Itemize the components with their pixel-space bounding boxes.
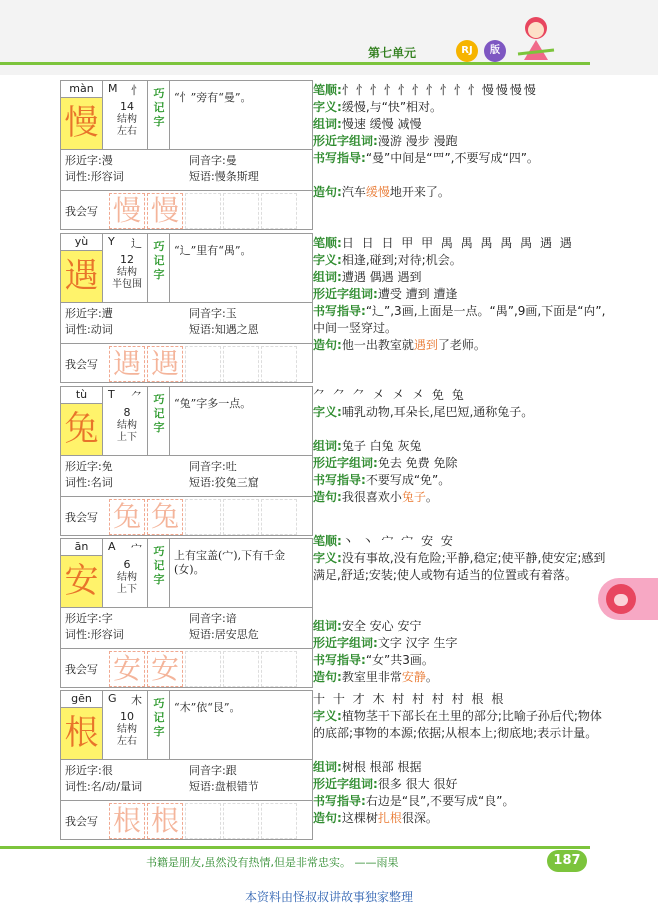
words: 慢速 缓慢 减慢: [341, 117, 422, 131]
stroke-order-label: 笔顺:: [313, 534, 342, 548]
bottom-rule: [0, 846, 590, 849]
similar-char: 形近字:很: [65, 764, 113, 777]
char-properties: [61, 608, 312, 649]
blank-box[interactable]: [185, 651, 221, 687]
similar-char: 形近字:免: [65, 460, 113, 473]
radical: 忄: [131, 84, 142, 97]
writing-practice: [61, 191, 312, 229]
divider: [169, 539, 170, 607]
write-label: 我会写: [65, 663, 98, 676]
sentence-highlight: 缓慢: [365, 185, 390, 199]
char-card-0: [60, 80, 313, 230]
sentence-highlight: 扎根: [377, 811, 402, 825]
sentence-line: [313, 669, 613, 686]
phrase: 短语:狡兔三窟: [189, 476, 259, 489]
meaning: 相逢,碰到;对待;机会。: [341, 253, 462, 267]
credit-line: 本资料由怪叔叔讲故事独家整理: [244, 890, 413, 904]
structure-label: 结构: [117, 724, 137, 735]
stroke-order-line: [313, 691, 613, 708]
sentence-label: 造句:: [313, 811, 342, 825]
mnemonic-label: 巧记字: [153, 393, 165, 434]
divider: [169, 387, 170, 455]
structure: [107, 114, 147, 138]
structure-label: 结构: [117, 420, 137, 431]
edition-badge-ban: 版: [484, 40, 506, 62]
part-of-speech: 词性:形容词: [65, 170, 124, 183]
writing-practice: [61, 344, 312, 382]
similar-words-line: [313, 286, 613, 303]
sentence-label: 造句:: [313, 338, 342, 352]
mnemonic-label: 巧记字: [153, 240, 165, 281]
structure-label: 结构: [117, 114, 137, 125]
trace-box[interactable]: 安: [147, 651, 183, 687]
divider: [147, 539, 148, 607]
pinyin: tù: [61, 387, 103, 404]
stroke-order: 十 十 才 木 村 村 村 村 根 根: [313, 692, 506, 706]
divider: [169, 234, 170, 302]
meaning: 植物茎干下部长在土里的部分;比喻子孙后代;物体的底部;事物的本源;依据;从根本上;彻底地;表示计量。: [313, 709, 602, 740]
words-label: 组词:: [313, 619, 342, 633]
structure-type: 左右: [117, 736, 137, 747]
words-line: [313, 269, 613, 286]
structure-type: 上下: [117, 432, 137, 443]
write-label: 我会写: [65, 511, 98, 524]
words-line: [313, 618, 613, 635]
sentence-pre: 教室里非常: [341, 670, 402, 684]
stroke-count: 8: [123, 406, 131, 419]
guide-line: [313, 150, 613, 167]
big-character: 兔: [61, 404, 103, 455]
char-properties: [61, 150, 312, 191]
unit-title: 第七单元: [368, 46, 417, 60]
meaning: 没有事故,没有危险;平静,稳定;使平静,使安定;感到满足,舒适;安装;使人或物有适当的位置或有着落。: [313, 551, 606, 582]
part-of-speech: 词性:名/动/量词: [65, 780, 143, 793]
structure-type: 上下: [117, 584, 137, 595]
sentence-line: [313, 337, 613, 354]
trace-box[interactable]: 兔: [109, 499, 145, 535]
pinyin: gēn: [61, 691, 103, 708]
mnemonic-label: 巧记字: [153, 545, 165, 586]
part-of-speech: 词性:动词: [65, 323, 113, 336]
meaning-label: 字义:: [313, 405, 342, 419]
structure: [107, 724, 147, 748]
sentence-pre: 汽车: [341, 185, 366, 199]
sentence-label: 造句:: [313, 670, 342, 684]
radical: 木: [131, 694, 142, 707]
similar-words-line: [313, 455, 613, 472]
structure: [107, 267, 147, 291]
stroke-order: 忄忄忄忄忄忄忄忄忄忄慢慢慢慢: [341, 83, 538, 97]
meaning: 缓慢,与“快”相对。: [341, 100, 443, 114]
words: 遭遇 偶遇 遇到: [341, 270, 422, 284]
trace-box[interactable]: 慢: [109, 193, 145, 229]
stroke-count: 10: [120, 710, 134, 723]
similar-words-line: [313, 635, 613, 652]
radical: ⺈: [131, 390, 142, 403]
stroke-order-line: [313, 533, 613, 550]
mnemonic-label: 巧记字: [153, 697, 165, 738]
similar-words: 文字 汉字 生字: [377, 636, 458, 650]
sentence-post: 。: [425, 670, 438, 684]
stroke-order-label: 笔顺:: [313, 236, 342, 250]
char-card-2: [60, 386, 313, 536]
sentence-line: [313, 810, 613, 827]
homophone-char: 同音字:谙: [189, 612, 237, 625]
stroke-order-label: 笔顺:: [313, 83, 342, 97]
similar-words: 免去 免费 免除: [377, 456, 458, 470]
sentence-highlight: 安静: [401, 670, 426, 684]
phrase: 短语:知遇之恩: [189, 323, 259, 336]
mascot-face-icon: [606, 584, 636, 614]
guide-label: 书写指导:: [313, 151, 366, 165]
sentence-pre: 这棵树: [341, 811, 378, 825]
meaning-line: [313, 404, 613, 421]
pinyin: ān: [61, 539, 103, 556]
trace-box[interactable]: 遇: [109, 346, 145, 382]
words-line: [313, 116, 613, 133]
mnemonic-label: 巧记字: [153, 87, 165, 128]
similar-words-label: 形近字组词:: [313, 134, 378, 148]
trace-box[interactable]: 安: [109, 651, 145, 687]
index-letter: G: [108, 692, 117, 705]
divider: [147, 81, 148, 149]
similar-char: 形近字:字: [65, 612, 113, 625]
divider: [169, 691, 170, 759]
pinyin: màn: [61, 81, 103, 98]
stroke-count: 12: [120, 253, 134, 266]
words-line: [313, 759, 613, 776]
write-label: 我会写: [65, 815, 98, 828]
blank-box[interactable]: [223, 499, 259, 535]
blank-box[interactable]: [185, 803, 221, 839]
writing-guide: “辶”,3画,上面是一点。“禺”,9画,下面是“禸”,中间一竖穿过。: [313, 304, 606, 335]
blank-box[interactable]: [223, 346, 259, 382]
stroke-order: ⺈ ⺈ ⺈ 㐅 㐅 㐅 免 兔: [313, 388, 466, 402]
similar-words-label: 形近字组词:: [313, 777, 378, 791]
stroke-count: 6: [123, 558, 131, 571]
card-header: [61, 387, 312, 456]
blank-box[interactable]: [223, 651, 259, 687]
char-properties: [61, 456, 312, 497]
index-letter: Y: [108, 235, 115, 248]
similar-words-label: 形近字组词:: [313, 636, 378, 650]
pinyin: yù: [61, 234, 103, 251]
sentence-post: 地开来了。: [389, 185, 450, 199]
char-properties: [61, 760, 312, 801]
char-properties: [61, 303, 312, 344]
meaning-line: [313, 99, 613, 116]
big-character: 安: [61, 556, 103, 607]
writing-practice: [61, 497, 312, 535]
sentence-post: 很深。: [401, 811, 438, 825]
writing-guide: “曼”中间是“罒”,不要写成“四”。: [365, 151, 539, 165]
homophone-char: 同音字:曼: [189, 154, 237, 167]
meaning-label: 字义:: [313, 709, 342, 723]
words-label: 组词:: [313, 760, 342, 774]
structure-label: 结构: [117, 267, 137, 278]
trace-box[interactable]: 遇: [147, 346, 183, 382]
sentence-line: [313, 184, 613, 201]
card-header: [61, 234, 312, 303]
sentence-pre: 我很喜欢小: [341, 490, 402, 504]
char-card-3: [60, 538, 313, 688]
top-rule: [0, 62, 590, 65]
meaning-line: [313, 252, 613, 269]
structure: [107, 420, 147, 444]
edition-badge-rj: RJ: [456, 40, 478, 62]
trace-box[interactable]: 兔: [147, 499, 183, 535]
meaning-line: [313, 708, 613, 742]
writing-guide: “女”共3画。: [365, 653, 434, 667]
guide-line: [313, 472, 613, 489]
writing-guide: 不要写成“免”。: [365, 473, 451, 487]
stroke-order-line: [313, 387, 613, 404]
big-character: 慢: [61, 98, 103, 149]
card-header: [61, 81, 312, 150]
blank-box[interactable]: [261, 346, 297, 382]
structure-label: 结构: [117, 572, 137, 583]
big-character: 遇: [61, 251, 103, 302]
sentence-highlight: 遇到: [413, 338, 438, 352]
trace-box[interactable]: 慢: [147, 193, 183, 229]
card-header: [61, 691, 312, 760]
mnemonic-hint: “兔”字多一点。: [174, 397, 252, 410]
guide-label: 书写指导:: [313, 473, 366, 487]
mnemonic-hint: “忄”旁有“曼”。: [174, 91, 252, 104]
blank-box[interactable]: [185, 499, 221, 535]
homophone-char: 同音字:跟: [189, 764, 237, 777]
words: 兔子 白兔 灰兔: [341, 439, 422, 453]
write-label: 我会写: [65, 205, 98, 218]
similar-char: 形近字:漫: [65, 154, 113, 167]
page-number: 187: [547, 850, 587, 872]
divider: [169, 81, 170, 149]
divider: [147, 234, 148, 302]
homophone-char: 同音字:玉: [189, 307, 237, 320]
blank-box[interactable]: [261, 499, 297, 535]
phrase: 短语:慢条斯理: [189, 170, 259, 183]
sentence-line: [313, 489, 613, 506]
mnemonic-hint: “辶”里有“禺”。: [174, 244, 252, 257]
card-header: [61, 539, 312, 608]
similar-words-line: [313, 776, 613, 793]
similar-words: 很多 很大 很好: [377, 777, 458, 791]
part-of-speech: 词性:名词: [65, 476, 113, 489]
sentence-post: 。: [425, 490, 438, 504]
structure-type: 左右: [117, 126, 137, 137]
phrase: 短语:居安思危: [189, 628, 259, 641]
char-card-1: [60, 233, 313, 383]
stroke-count: 14: [120, 100, 134, 113]
words-label: 组词:: [313, 117, 342, 131]
meaning-label: 字义:: [313, 253, 342, 267]
sentence-label: 造句:: [313, 490, 342, 504]
structure: [107, 572, 147, 596]
blank-box[interactable]: [185, 193, 221, 229]
phrase: 短语:盘根错节: [189, 780, 259, 793]
writing-practice: [61, 649, 312, 687]
writing-practice: [61, 801, 312, 839]
meaning: 哺乳动物,耳朵长,尾巴短,通称兔子。: [341, 405, 534, 419]
sentence-post: 了老师。: [437, 338, 486, 352]
guide-line: [313, 652, 613, 669]
guide-label: 书写指导:: [313, 794, 366, 808]
index-letter: T: [108, 388, 115, 401]
stroke-order: 日 日 日 甲 甲 禺 禺 禺 禺 禺 遇 遇: [341, 236, 574, 250]
blank-box[interactable]: [261, 193, 297, 229]
guide-line: [313, 793, 613, 810]
char-card-4: [60, 690, 313, 840]
similar-words-label: 形近字组词:: [313, 287, 378, 301]
words: 树根 根部 根据: [341, 760, 422, 774]
blank-box[interactable]: [261, 651, 297, 687]
similar-words: 漫游 漫步 漫跑: [377, 134, 458, 148]
divider: [147, 691, 148, 759]
big-character: 根: [61, 708, 103, 759]
blank-box[interactable]: [185, 346, 221, 382]
meaning-label: 字义:: [313, 551, 342, 565]
write-label: 我会写: [65, 358, 98, 371]
similar-words: 遭受 遭到 遭逢: [377, 287, 458, 301]
stroke-order-line: [313, 235, 613, 252]
trace-box[interactable]: 根: [109, 803, 145, 839]
guide-label: 书写指导:: [313, 653, 366, 667]
meaning-line: [313, 550, 613, 584]
guide-line: [313, 303, 613, 337]
blank-box[interactable]: [223, 803, 259, 839]
footer-quote: 书籍是朋友,虽然没有热情,但是非常忠实。 ——雨果: [146, 856, 399, 869]
trace-box[interactable]: 根: [147, 803, 183, 839]
words: 安全 安心 安宁: [341, 619, 422, 633]
radical: 宀: [131, 542, 142, 555]
blank-box[interactable]: [261, 803, 297, 839]
cartoon-girl-icon: [514, 14, 558, 62]
radical: 辶: [131, 237, 142, 250]
blank-box[interactable]: [223, 193, 259, 229]
sentence-highlight: 兔子: [401, 490, 426, 504]
similar-char: 形近字:遭: [65, 307, 113, 320]
homophone-char: 同音字:吐: [189, 460, 237, 473]
stroke-order-line: [313, 82, 613, 99]
sentence-label: 造句:: [313, 185, 342, 199]
part-of-speech: 词性:形容词: [65, 628, 124, 641]
stroke-order: 丶 丶 宀 宀 安 安: [341, 534, 455, 548]
words-label: 组词:: [313, 439, 342, 453]
structure-type: 半包围: [112, 279, 142, 290]
guide-label: 书写指导:: [313, 304, 366, 318]
index-letter: A: [108, 540, 116, 553]
divider: [147, 387, 148, 455]
mnemonic-hint: 上有宝盖(宀),下有千金(女)。: [174, 549, 286, 576]
words-label: 组词:: [313, 270, 342, 284]
words-line: [313, 438, 613, 455]
meaning-label: 字义:: [313, 100, 342, 114]
writing-guide: 右边是“艮”,不要写成“良”。: [365, 794, 515, 808]
index-letter: M: [108, 82, 118, 95]
sentence-pre: 他一出教室就: [341, 338, 414, 352]
mnemonic-hint: “木”依“艮”。: [174, 701, 241, 714]
similar-words-line: [313, 133, 613, 150]
similar-words-label: 形近字组词:: [313, 456, 378, 470]
